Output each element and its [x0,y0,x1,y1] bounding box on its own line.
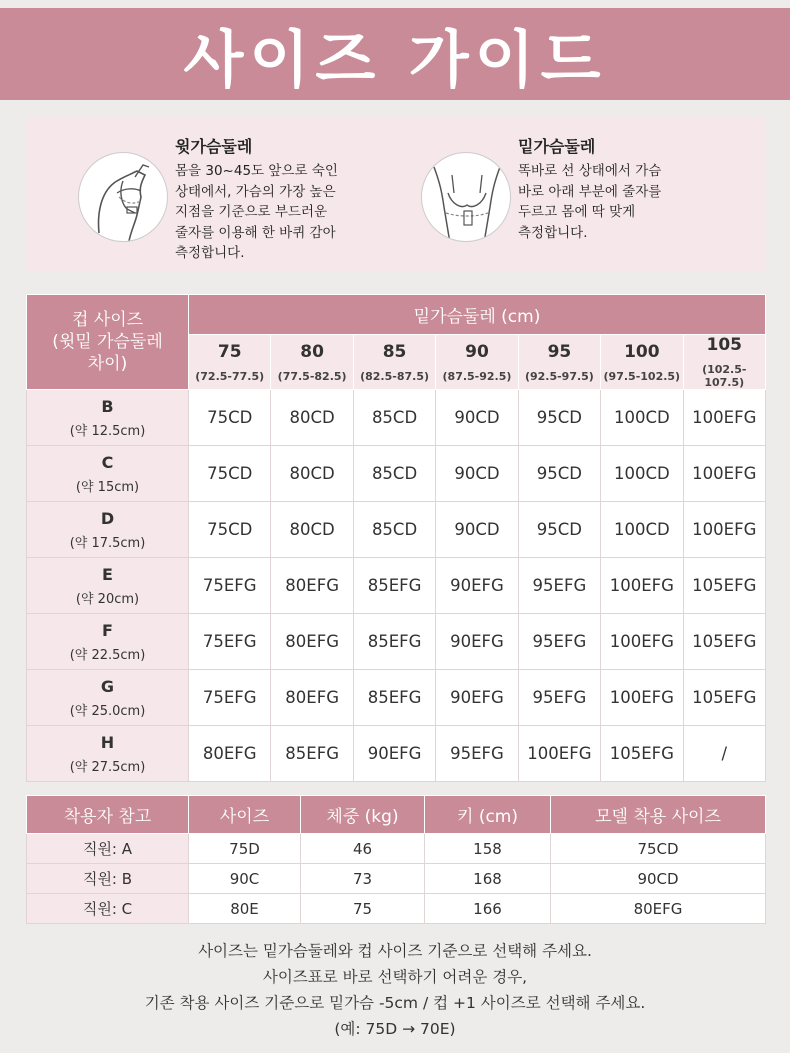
ref-cell: 75D [189,834,301,864]
size-cell: 100EFG [518,726,600,782]
table-row [27,558,766,614]
size-cell: 90EFG [353,726,435,782]
note-line: 사이즈는 밑가슴둘레와 컵 사이즈 기준으로 선택해 주세요. [198,942,592,960]
size-table [26,294,766,782]
size-cell: 100EFG [683,446,765,502]
size-cell: 75CD [189,502,271,558]
band-range: (87.5-92.5) [442,369,512,383]
size-cell: 95CD [518,390,600,446]
ref-header: 착용자 참고 [27,796,189,834]
ref-cell: 166 [425,894,551,924]
size-cell: 95EFG [436,726,518,782]
ref-cell: 75 [301,894,425,924]
cup-row-header [27,670,189,726]
size-cell: 75EFG [189,558,271,614]
size-cell: 100EFG [601,558,683,614]
size-cell: 85EFG [353,614,435,670]
cup-row-header [27,558,189,614]
size-cell: 85EFG [353,558,435,614]
table-row [27,670,766,726]
ref-header: 키 (cm) [425,796,551,834]
cup-diff: (약 15cm) [75,479,140,495]
size-cell: 90EFG [436,558,518,614]
table-row [27,614,766,670]
band-size-header [271,335,353,390]
band-size-header [436,335,518,390]
size-cell: 75EFG [189,614,271,670]
table-row [27,864,766,894]
size-cell: 95EFG [518,558,600,614]
page-title: 사이즈 가이드 [183,22,607,96]
under-bust-title: 밑가슴둘레 [518,137,596,156]
ref-cell: 80EFG [551,894,766,924]
size-notes [0,938,790,1042]
band-size-header [353,335,435,390]
cup-letter: B [101,396,114,416]
size-cell: 100CD [601,502,683,558]
header-banner [0,8,790,100]
size-cell: 100CD [601,446,683,502]
wearer-reference-table [26,795,766,924]
band-size: 100 [624,341,660,362]
wearer-name: 직원: C [27,894,189,924]
size-cell: 90CD [436,502,518,558]
cup-diff: (약 22.5cm) [69,647,146,663]
measure-under [421,118,751,272]
band-size: 80 [300,341,324,362]
band-size: 75 [217,341,242,362]
size-cell: 90CD [436,446,518,502]
ref-cell: 90C [189,864,301,894]
cup-row-header [27,446,189,502]
size-cell: 85EFG [271,726,353,782]
size-cell: / [683,726,765,782]
size-cell: 75CD [189,390,271,446]
band-size: 105 [706,335,743,355]
size-cell: 80EFG [271,614,353,670]
cup-letter: C [101,452,114,472]
cup-row-header [27,502,189,558]
size-cell: 105EFG [601,726,683,782]
ref-header: 모델 착용 사이즈 [551,796,766,834]
size-cell: 80CD [271,446,353,502]
wearer-name: 직원: B [27,864,189,894]
size-cell: 85CD [353,502,435,558]
size-cell: 100CD [601,390,683,446]
size-cell: 100EFG [683,502,765,558]
size-cell: 80EFG [271,558,353,614]
under-bust-measure-icon [421,152,511,242]
size-cell: 80EFG [271,670,353,726]
ref-cell: 75CD [551,834,766,864]
table-row [27,726,766,782]
cup-size-header: 컵 사이즈 (윗밑 가슴둘레 차이) [27,295,189,390]
table-row [27,834,766,864]
cup-diff: (약 25.0cm) [69,703,146,719]
size-cell: 105EFG [683,670,765,726]
size-cell: 95EFG [518,614,600,670]
band-size-header [189,335,271,390]
ref-cell: 73 [301,864,425,894]
band-size-header [518,335,600,390]
cup-diff: (약 12.5cm) [69,423,146,439]
ref-cell: 80E [189,894,301,924]
size-cell: 105EFG [683,558,765,614]
band-range: (72.5-77.5) [195,369,265,383]
ref-cell: 168 [425,864,551,894]
upper-bust-measure-icon [78,152,168,242]
band-size-header [683,335,765,390]
size-cell: 90EFG [436,614,518,670]
size-cell: 100EFG [601,614,683,670]
cup-letter: E [102,564,113,584]
size-cell: 85CD [353,446,435,502]
measure-guide [26,118,766,272]
table-row [27,502,766,558]
size-cell: 75CD [189,446,271,502]
cup-letter: D [100,508,115,528]
upper-bust-title: 윗가슴둘레 [175,137,253,156]
size-cell: 95EFG [518,670,600,726]
note-line: (예: 75D → 70E) [334,1020,456,1038]
cup-diff: (약 17.5cm) [69,535,146,551]
cup-letter: F [102,620,113,640]
band-range: (82.5-87.5) [360,369,429,383]
size-cell: 95CD [518,502,600,558]
band-size: 90 [465,341,489,362]
size-cell: 85EFG [353,670,435,726]
cup-letter: G [100,676,115,696]
cup-row-header [27,614,189,670]
under-bust-desc: 똑바로 선 상태에서 가슴 바로 아래 부분에 줄자를 두르고 몸에 딱 맞게 측정합니다. [518,163,662,241]
band-range: (97.5-102.5) [603,369,681,383]
band-size: 95 [547,341,572,362]
note-line: 사이즈표로 바로 선택하기 어려운 경우, [262,968,528,986]
cup-diff: (약 27.5cm) [69,759,146,775]
cup-diff: (약 20cm) [75,591,140,607]
size-cell: 80EFG [189,726,271,782]
band-range: (92.5-97.5) [524,369,594,383]
size-cell: 100EFG [601,670,683,726]
table-row [27,390,766,446]
ref-header: 체중 (kg) [301,796,425,834]
cup-letter: H [100,732,115,752]
ref-cell: 46 [301,834,425,864]
size-cell: 85CD [353,390,435,446]
cup-row-header [27,726,189,782]
band-range: (77.5-82.5) [277,369,347,383]
table-row [27,446,766,502]
size-cell: 95CD [518,446,600,502]
band-range: (102.5-107.5) [702,363,747,389]
band-size: 85 [382,341,407,362]
ref-cell: 90CD [551,864,766,894]
size-cell: 80CD [271,390,353,446]
note-line: 기존 착용 사이즈 기준으로 밑가슴 -5cm / 컵 +1 사이즈로 선택해 주세요. [144,994,646,1012]
size-cell: 90CD [436,390,518,446]
size-cell: 105EFG [683,614,765,670]
upper-bust-desc: 몸을 30~45도 앞으로 숙인 상태에서, 가슴의 가장 높은 지점을 기준으로 부드러운 줄자를 이용해 한 바퀴 감아 측정합니다. [175,163,338,261]
size-cell: 80CD [271,502,353,558]
band-header: 밑가슴둘레 (cm) [189,295,766,335]
ref-cell: 158 [425,834,551,864]
size-cell: 90EFG [436,670,518,726]
table-row [27,894,766,924]
size-cell: 100EFG [683,390,765,446]
wearer-name: 직원: A [27,834,189,864]
measure-upper [78,118,408,272]
ref-header: 사이즈 [189,796,301,834]
band-size-header [601,335,683,390]
cup-row-header [27,390,189,446]
size-cell: 75EFG [189,670,271,726]
